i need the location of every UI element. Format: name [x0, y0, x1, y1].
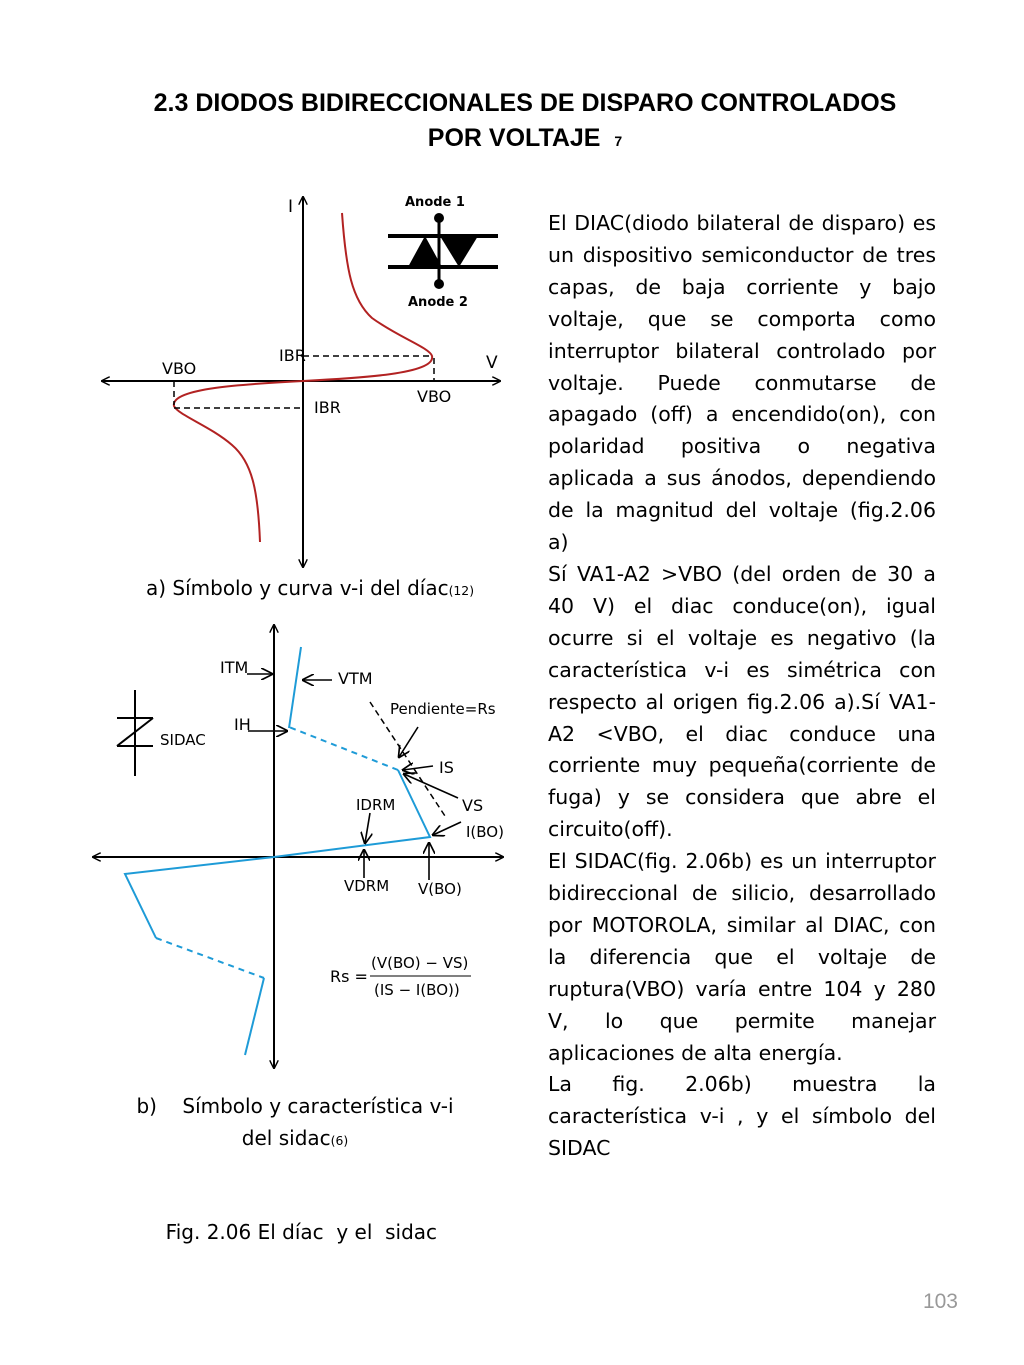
formula-denominator: (IS − I(BO)) [374, 981, 460, 999]
diac-vbo-right-label: VBO [417, 387, 452, 406]
idrm-label: IDRM [356, 796, 396, 814]
sidac-vi-curve-positive [274, 770, 430, 857]
title-reference: 7 [614, 133, 623, 149]
sidac-symbol-label: SIDAC [160, 731, 206, 749]
sidac-negative-resistance-dashed [289, 727, 398, 770]
figure-b-caption-ref: (6) [330, 1133, 349, 1148]
paragraph-sidac-figure: La fig. 2.06b) muestra la característica v-i , y el símbolo del SIDAC [548, 1072, 936, 1161]
figure-b-caption-line-1: b) Símbolo y característica v-i [136, 1094, 454, 1118]
diac-v-axis-label: V [486, 353, 498, 373]
sidac-figure [93, 625, 504, 1068]
vbo-label: V(BO) [418, 880, 462, 898]
figure-b-caption-line-2-text: del sidac [241, 1126, 331, 1150]
title-line-1: 2.3 DIODOS BIDIRECCIONALES DE DISPARO CONTROLADOS [153, 89, 897, 117]
formula-lhs: Rs = [330, 967, 368, 986]
figure-main-caption-text: Fig. 2.06 El díac y el sidac [165, 1220, 438, 1244]
figure-a-caption-ref: (12) [448, 583, 475, 598]
diac-figure [102, 195, 500, 567]
vs-label: VS [462, 796, 484, 815]
sidac-symbol [117, 690, 153, 776]
idrm-arrow [365, 813, 370, 843]
paragraph-diac-definition: El DIAC(diodo bilateral de disparo) es un dispositivo semiconductor de tres capas, de baja corriente y bajo voltaje, que se comporta como interruptor bilateral controlado por voltaje. Puede conmutarse de apagado (off) a encendido(on), con polaridad positiva o negativa aplicada a sus ánodos, dependiendo de la magnitud del voltaje (fig.2.06 a) [548, 211, 936, 555]
rs-formula [330, 954, 471, 999]
paragraph-diac-conduction: Sí VA1-A2 >VBO (del orden de 30 a 40 V) el diac conduce(on), igual ocurre si el voltaje es negativo (la característica v-i es simétrica con respecto al origen fig.2.06 a).Sí VA1-A2 <VBO, el diac conduce una corriente muy pequeña(corriente de fuga) y se considera que abre el circuito(off). [548, 561, 936, 842]
sidac-negative-on-line [245, 978, 264, 1055]
ibo-label: I(BO) [466, 823, 504, 841]
sidac-vi-curve-negative [125, 857, 274, 938]
body-text-column [548, 208, 936, 1165]
anode-1-label: Anode 1 [405, 195, 465, 210]
is-arrow [403, 766, 433, 770]
ibo-arrow [433, 822, 461, 835]
paragraph-sidac-definition: El SIDAC(fig. 2.06b) es un interruptor bidireccional de silicio, desarrollado por MOTOROLA, similar al DIAC, con la diferencia que el voltaje de ruptura(VBO) varía entre 104 y 280 V, lo que permite manejar aplicaciones de alta energía. [548, 849, 936, 1065]
figure-a-caption [60, 572, 560, 607]
diac-ibr-bottom-label: IBR [314, 398, 341, 417]
ih-label: IH [234, 715, 251, 734]
anode-2-label: Anode 2 [408, 295, 468, 310]
is-label: IS [439, 758, 454, 777]
figure-main-caption [60, 1184, 530, 1248]
sidac-negative-dashed [156, 938, 264, 978]
vdrm-label: VDRM [344, 877, 390, 895]
pendiente-label: Pendiente=Rs [390, 700, 496, 718]
sidac-on-state-line [289, 647, 301, 728]
diac-vbo-left-label: VBO [162, 359, 197, 378]
vtm-label: VTM [338, 669, 373, 688]
diac-symbol [388, 213, 498, 289]
diac-ibr-top-label: IBR [279, 346, 306, 365]
diac-i-axis-label: I [288, 197, 294, 217]
figure-b-caption-line-2 [60, 1122, 530, 1157]
itm-label: ITM [220, 658, 249, 677]
title-line-2-text: POR VOLTAJE [427, 124, 601, 152]
figure-b-caption [60, 1090, 530, 1157]
page-number: 103 [922, 1290, 958, 1313]
pendiente-arrow [399, 727, 418, 757]
figure-a-caption-text: a) Símbolo y curva v-i del díac [145, 576, 449, 600]
formula-numerator: (V(BO) − VS) [371, 954, 469, 972]
